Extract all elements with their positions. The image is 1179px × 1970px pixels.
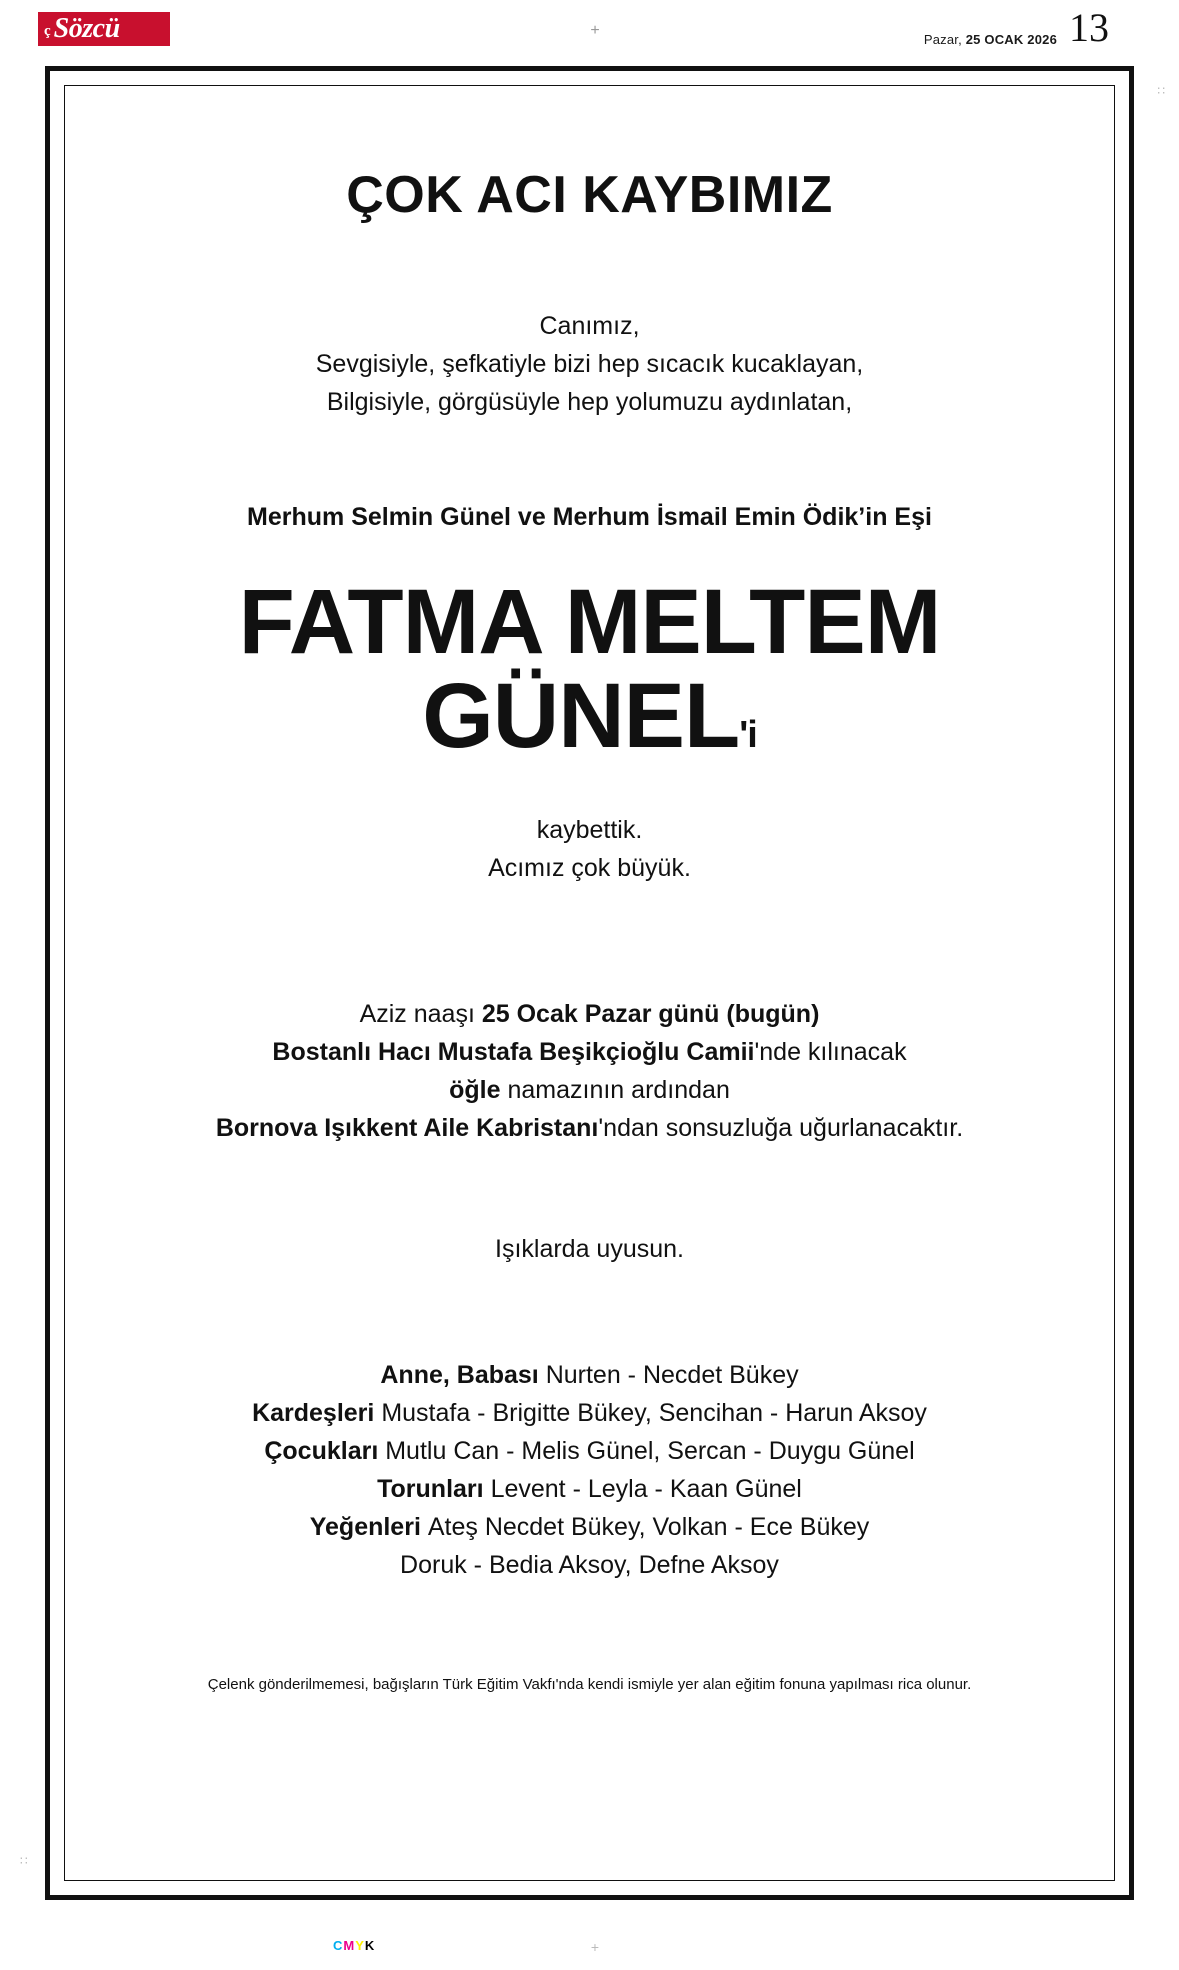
- family-row: [111, 1432, 1068, 1470]
- logo-wordmark: Sözcü: [53, 13, 120, 44]
- cmyk-y-label: Y: [355, 1938, 365, 1953]
- ceremony-line-4: [111, 1109, 1068, 1147]
- family-row: [111, 1508, 1068, 1546]
- ceremony-line-1-plain: Aziz naaşı: [359, 1000, 482, 1029]
- family-names: Doruk - Bedia Aksoy, Defne Aksoy: [400, 1551, 779, 1580]
- family-names: Ateş Necdet Bükey, Volkan - Ece Bükey: [427, 1513, 870, 1542]
- crop-mark-icon-bottom: +: [590, 1939, 600, 1955]
- logo-mark-icon: ç: [44, 22, 51, 39]
- deceased-name-line-2: GÜNEL: [422, 664, 740, 767]
- family-label: Anne, Babası: [380, 1361, 546, 1390]
- notice-footnote: Çelenk gönderilmemesi, bağışların Türk Eğitim Vakfı'nda kendi ismiyle yer alan eğitim fonuna yapılması rica olunur.: [207, 1676, 972, 1694]
- ceremony-line-2-bold: Bostanlı Hacı Mustafa Beşikçioğlu Camii: [272, 1038, 755, 1067]
- cmyk-color-bar: [333, 1938, 375, 1953]
- issue-date: [924, 32, 1057, 47]
- family-names: Mutlu Can - Melis Günel, Sercan - Duygu Günel: [385, 1437, 915, 1466]
- ceremony-line-4-bold: Bornova Işıkkent Aile Kabristanı: [215, 1114, 599, 1143]
- deceased-name: [111, 570, 1068, 767]
- family-names: Nurten - Necdet Bükey: [545, 1361, 799, 1390]
- issue-date-prefix: Pazar,: [923, 32, 966, 47]
- issue-date-value: 25 OCAK 2026: [965, 32, 1057, 47]
- crop-mark-icon-top: +: [590, 22, 600, 39]
- family-row: [111, 1470, 1068, 1508]
- notice-rest: Işıklarda uyusun.: [495, 1235, 684, 1264]
- family-list: [111, 1356, 1068, 1584]
- deceased-name-line-2-wrap: [111, 664, 1068, 767]
- family-label: Yeğenleri: [309, 1513, 428, 1542]
- page-number: 13: [1069, 5, 1109, 50]
- notice-ceremony: [111, 995, 1068, 1147]
- family-names: Levent - Leyla - Kaan Günel: [490, 1475, 802, 1504]
- registration-mark-icon-left: ∷: [20, 1854, 28, 1868]
- intro-line-3: Bilgisiyle, görgüsüyle hep yolumuzu aydınlatan,: [326, 387, 853, 416]
- deceased-name-line-1: FATMA MELTEM: [238, 570, 941, 673]
- lost-line-1: kaybettik.: [536, 816, 643, 845]
- obituary-notice: [45, 66, 1134, 1900]
- family-row: [111, 1356, 1068, 1394]
- ceremony-line-4-plain: 'ndan sonsuzluğa uğurlanacaktır.: [598, 1114, 964, 1143]
- notice-headline: ÇOK ACI KAYBIMIZ: [346, 166, 833, 224]
- ceremony-line-2-plain: 'nde kılınacak: [754, 1038, 907, 1067]
- family-label: Kardeşleri: [252, 1399, 382, 1428]
- notice-intro: [111, 307, 1068, 421]
- ceremony-line-3: [111, 1071, 1068, 1109]
- notice-relation: Merhum Selmin Günel ve Merhum İsmail Emin Ödik’in Eşi: [247, 502, 932, 531]
- family-label: Çocukları: [264, 1437, 386, 1466]
- obituary-notice-inner: [64, 85, 1115, 1881]
- intro-line-2: Sevgisiyle, şefkatiyle bizi hep sıcacık kucaklayan,: [315, 349, 864, 378]
- cmyk-m-label: M: [343, 1938, 356, 1953]
- ceremony-line-3-plain: namazının ardından: [500, 1076, 730, 1105]
- cmyk-c-label: C: [333, 1938, 344, 1953]
- cmyk-k-label: K: [364, 1938, 376, 1953]
- family-row: [111, 1394, 1068, 1432]
- registration-mark-icon-right: ∷: [1157, 84, 1165, 98]
- family-row: [111, 1546, 1068, 1584]
- ceremony-line-2: [111, 1033, 1068, 1071]
- intro-line-1: Canımız,: [539, 311, 640, 340]
- sozcu-logo[interactable]: [38, 12, 170, 46]
- ceremony-line-1-bold: 25 Ocak Pazar günü (bugün): [481, 1000, 820, 1029]
- deceased-name-suffix: 'i: [739, 713, 757, 756]
- notice-lost: [111, 812, 1068, 887]
- ceremony-line-3-bold: öğle: [449, 1076, 501, 1105]
- family-names: Mustafa - Brigitte Bükey, Sencihan - Harun Aksoy: [381, 1399, 927, 1428]
- ceremony-line-1: [111, 995, 1068, 1033]
- lost-line-2: Acımız çok büyük.: [488, 853, 691, 882]
- family-label: Torunları: [377, 1475, 491, 1504]
- masthead: [0, 0, 1179, 58]
